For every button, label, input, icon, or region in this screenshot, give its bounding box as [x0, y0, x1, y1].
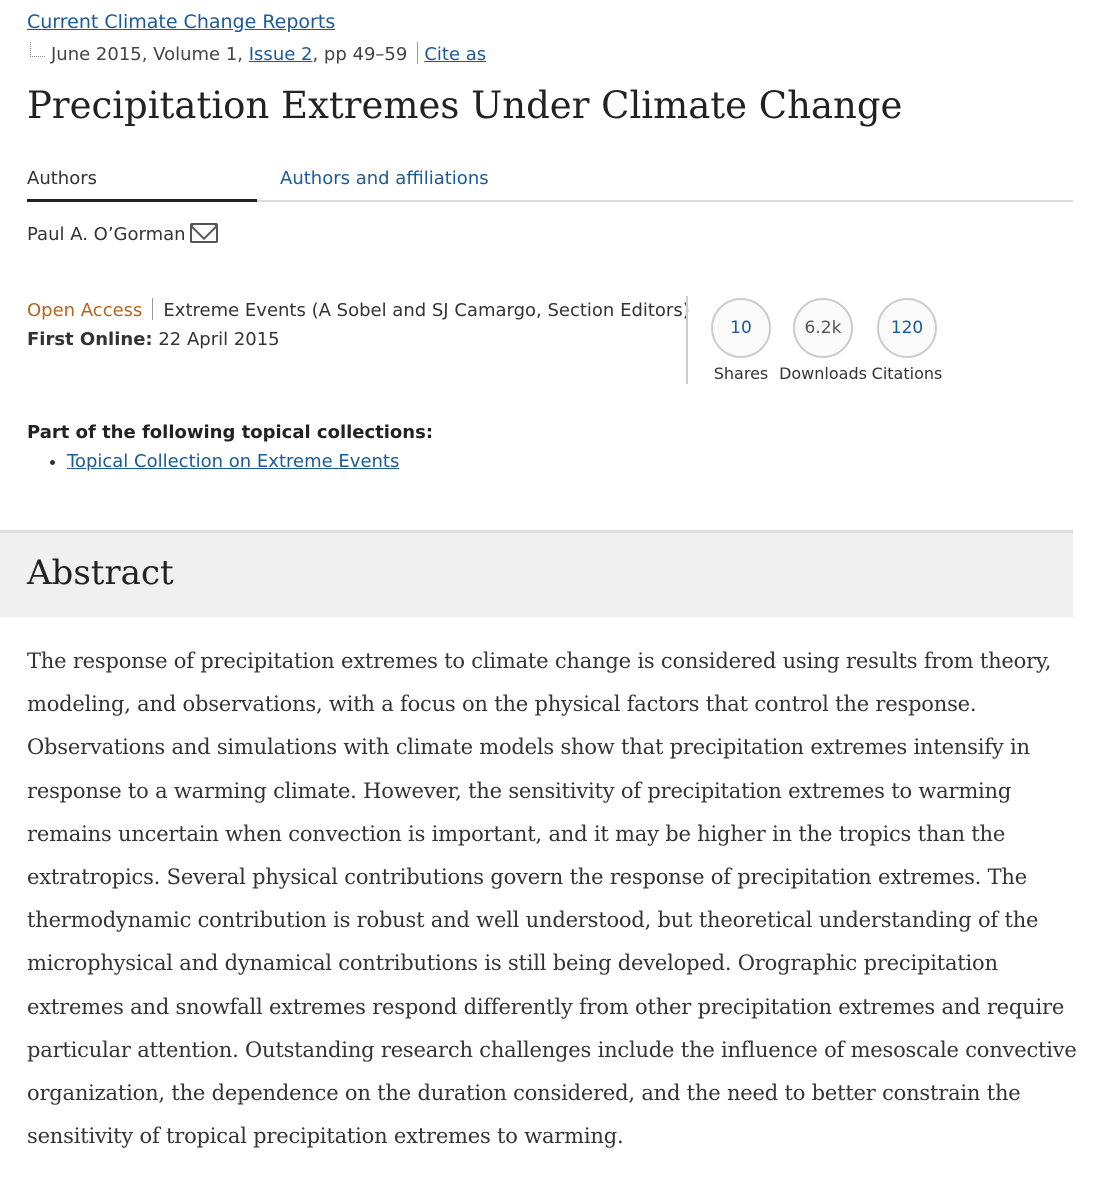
tab-authors[interactable]: Authors	[27, 168, 257, 202]
downloads-count: 6.2k	[793, 298, 853, 358]
email-icon[interactable]	[190, 223, 218, 243]
author-tabs	[27, 168, 1073, 202]
section: Extreme Events (A Sobel and SJ Camargo, Section Editors)	[163, 300, 690, 321]
metric-citations[interactable]	[862, 298, 952, 383]
topical-collections	[27, 422, 433, 472]
tab-authors-affiliations[interactable]: Authors and affiliations	[280, 168, 489, 189]
metric-shares[interactable]	[696, 298, 786, 383]
citations-label: Citations	[871, 364, 943, 383]
abstract-header	[0, 530, 1073, 617]
shares-label: Shares	[713, 364, 769, 383]
tree-connector-icon	[30, 42, 45, 57]
divider	[417, 42, 418, 64]
citation-meta	[30, 42, 486, 65]
author	[27, 223, 218, 245]
journal-link[interactable]: Current Climate Change Reports	[27, 11, 336, 33]
first-online-label: First Online:	[27, 329, 153, 350]
article-info	[27, 298, 690, 350]
article-title: Precipitation Extremes Under Climate Change	[27, 84, 903, 127]
abstract-heading: Abstract	[27, 553, 174, 593]
shares-count: 10	[711, 298, 771, 358]
open-access-badge: Open Access	[27, 300, 143, 321]
downloads-label: Downloads	[779, 364, 867, 383]
author-name[interactable]: Paul A. O’Gorman	[27, 224, 186, 245]
first-online-date: 22 April 2015	[152, 329, 280, 350]
pages: , pp 49–59	[312, 44, 408, 65]
divider	[152, 298, 153, 320]
date-volume: June 2015, Volume 1,	[51, 44, 249, 65]
divider	[686, 296, 688, 384]
citations-count: 120	[877, 298, 937, 358]
issue-link[interactable]: Issue 2	[248, 44, 313, 65]
collections-label: Part of the following topical collections:	[27, 422, 434, 443]
abstract-text: The response of precipitation extremes to climate change is considered using results from theory, modeling, and observations, with a focus on the physical factors that control the response. Observations and simulations with climate models show that precipitation extremes intensify in response to a warming climate. However, the sensitivity of precipitation extremes to warming remains uncertain when convection is important, and it may be higher in the tropics than the extratropics. Several physical contributions govern the response of precipitation extremes. The thermodynamic contribution is robust and well understood, but theoretical understanding of the microphysical and dynamical contributions is still being developed. Orographic precipitation extremes and snowfall extremes respond differently from other precipitation extremes and require particular attention. Outstanding research challenges include the influence of mesoscale convective organization, the dependence on the duration considered, and the need to better constrain the sensitivity of tropical precipitation extremes to warming.	[27, 649, 1077, 1149]
collection-link[interactable]: Topical Collection on Extreme Events	[67, 451, 400, 472]
metric-downloads	[778, 298, 868, 383]
list-item	[67, 451, 433, 472]
cite-as-link[interactable]: Cite as	[424, 44, 487, 65]
